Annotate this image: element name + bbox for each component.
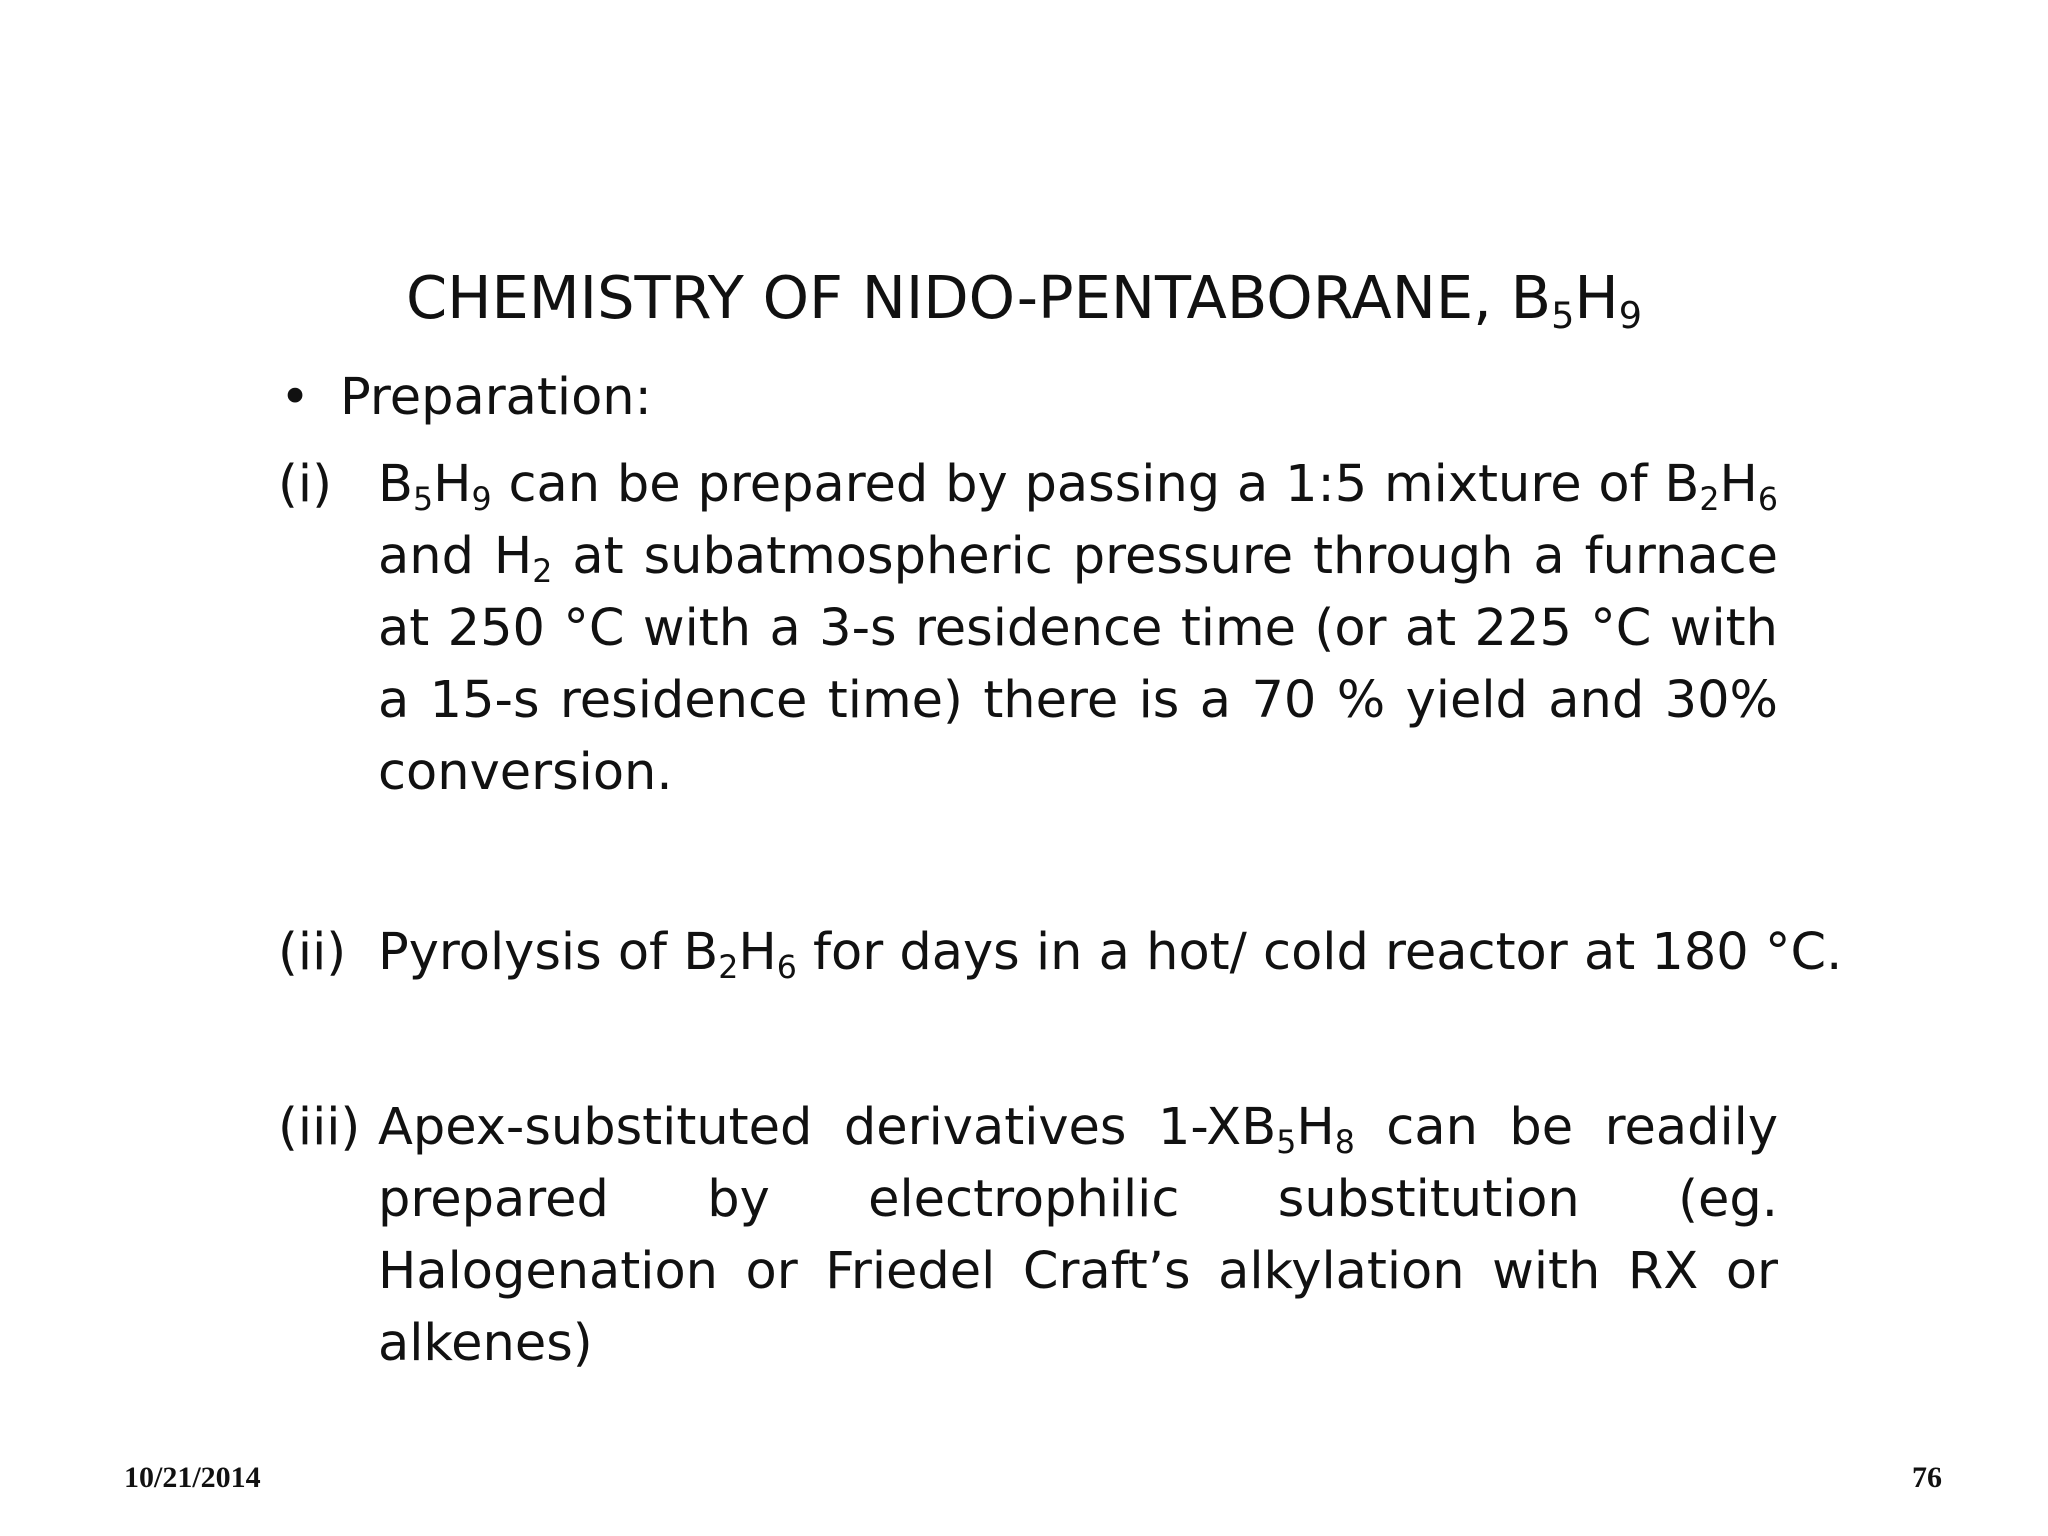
item-text: H [433,455,472,514]
item-text: H [738,923,777,982]
title-text-2: H [1574,263,1619,332]
item-subscript: 6 [776,949,797,986]
footer-page-number: 76 [1912,1461,1942,1494]
item-text: B [378,455,413,514]
item-subscript: 5 [1276,1124,1297,1161]
item-text: Apex-substituted derivatives 1-XB [378,1098,1277,1157]
item-body [378,917,1843,989]
title-text: CHEMISTRY OF NIDO-PENTABORANE, B [405,263,1552,332]
bullet-icon: • [280,368,311,427]
bullet-label: Preparation: [340,368,652,427]
title-subscript-1: 5 [1551,294,1575,338]
item-subscript: 2 [718,949,739,986]
list-item-i [278,449,1778,809]
item-subscript: 5 [413,481,434,518]
item-text: H [1719,455,1758,514]
item-text: Pyrolysis of B [378,923,719,982]
bullet-preparation [280,362,652,434]
item-text: can be readily prepared by electrophilic substitution (eg. Halogenation or Friedel Craft’s alkylation with RX or alkenes) [378,1098,1778,1373]
item-text: can be prepared by passing a 1:5 mixture of B [491,455,1700,514]
footer-date: 10/21/2014 [124,1461,261,1494]
item-number: (i) [278,455,332,514]
item-body [378,1092,1778,1380]
item-number: (iii) [278,1098,361,1157]
item-subscript: 8 [1334,1124,1355,1161]
item-text: at subatmospheric pressure through a furnace at 250 °C with a 3-s residence time (or at 225 °C with a 15-s residence time) there is a 70 % yield and 30% conversion. [378,527,1778,802]
item-text: and H [378,527,533,586]
slide-title [0,258,2048,338]
list-item-ii [278,917,1843,989]
title-subscript-2: 9 [1618,294,1643,338]
item-text: H [1296,1098,1335,1157]
item-subscript: 2 [532,553,553,590]
item-subscript: 6 [1757,481,1778,518]
item-subscript: 9 [471,481,492,518]
item-number: (ii) [278,923,347,982]
item-body [378,449,1778,809]
item-text: for days in a hot/ cold reactor at 180 °C. [796,923,1843,982]
item-subscript: 2 [1699,481,1720,518]
list-item-iii [278,1092,1778,1380]
